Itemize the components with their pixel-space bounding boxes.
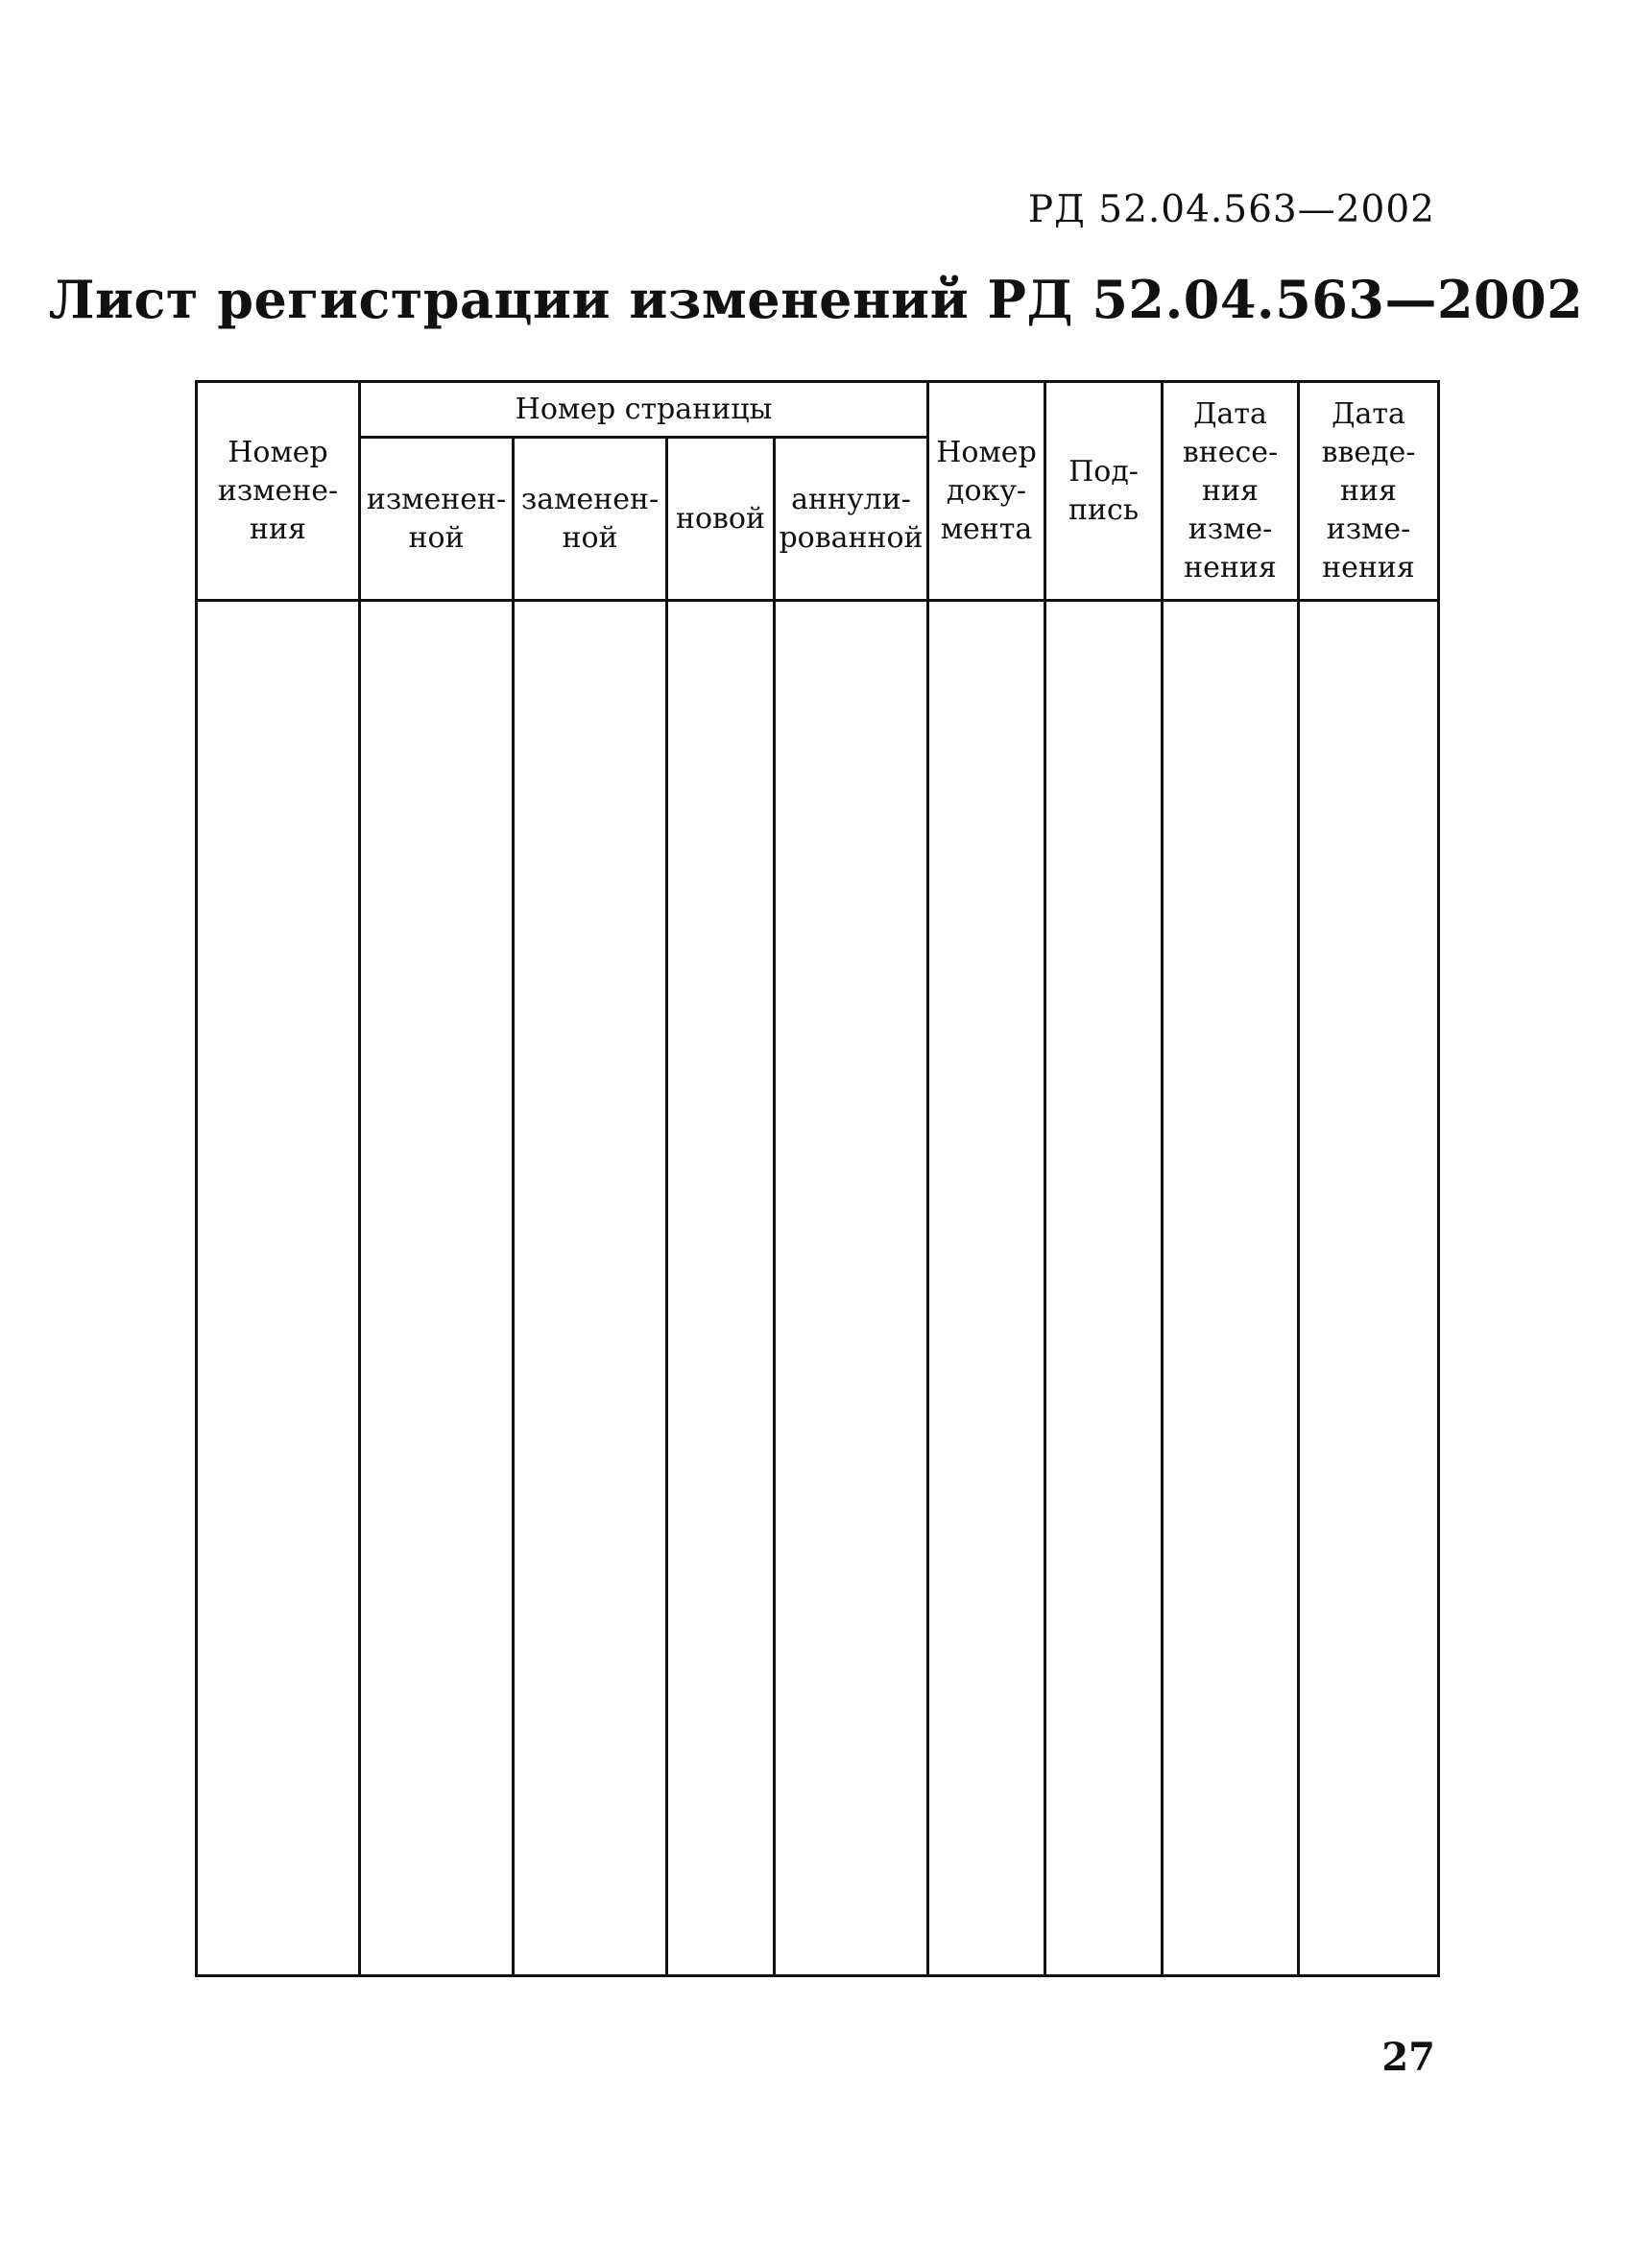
header-new-page: новой [667,438,775,601]
body-cell-date-entry [1163,601,1299,1976]
change-registration-table [195,380,1440,1977]
body-cell-replaced-page [514,601,667,1976]
header-signature: Под- пись [1045,382,1163,601]
body-cell-change-number [197,601,360,1976]
header-cancelled-page: аннули- рованной [775,438,928,601]
table-body-row [197,601,1439,1976]
body-cell-date-introduction [1299,601,1439,1976]
header-page-number-group: Номер страницы [360,382,928,438]
body-cell-cancelled-page [775,601,928,1976]
header-changed-page: изменен- ной [360,438,514,601]
body-cell-new-page [667,601,775,1976]
body-cell-document-number [928,601,1045,1976]
page-number: 27 [1381,2035,1435,2080]
header-date-introduction: Дата введе- ния изме- нения [1299,382,1439,601]
header-document-number: Номер доку- мента [928,382,1045,601]
page-title: Лист регистрации изменений РД 52.04.563—2002 [48,269,1584,330]
header-replaced-page: заменен- ной [514,438,667,601]
body-cell-changed-page [360,601,514,1976]
header-change-number: Номер измене- ния [197,382,360,601]
body-cell-signature [1045,601,1163,1976]
header-date-entry: Дата внесе- ния изме- нения [1163,382,1299,601]
document-code: РД 52.04.563—2002 [1027,188,1435,231]
table-header-row [197,382,1439,438]
